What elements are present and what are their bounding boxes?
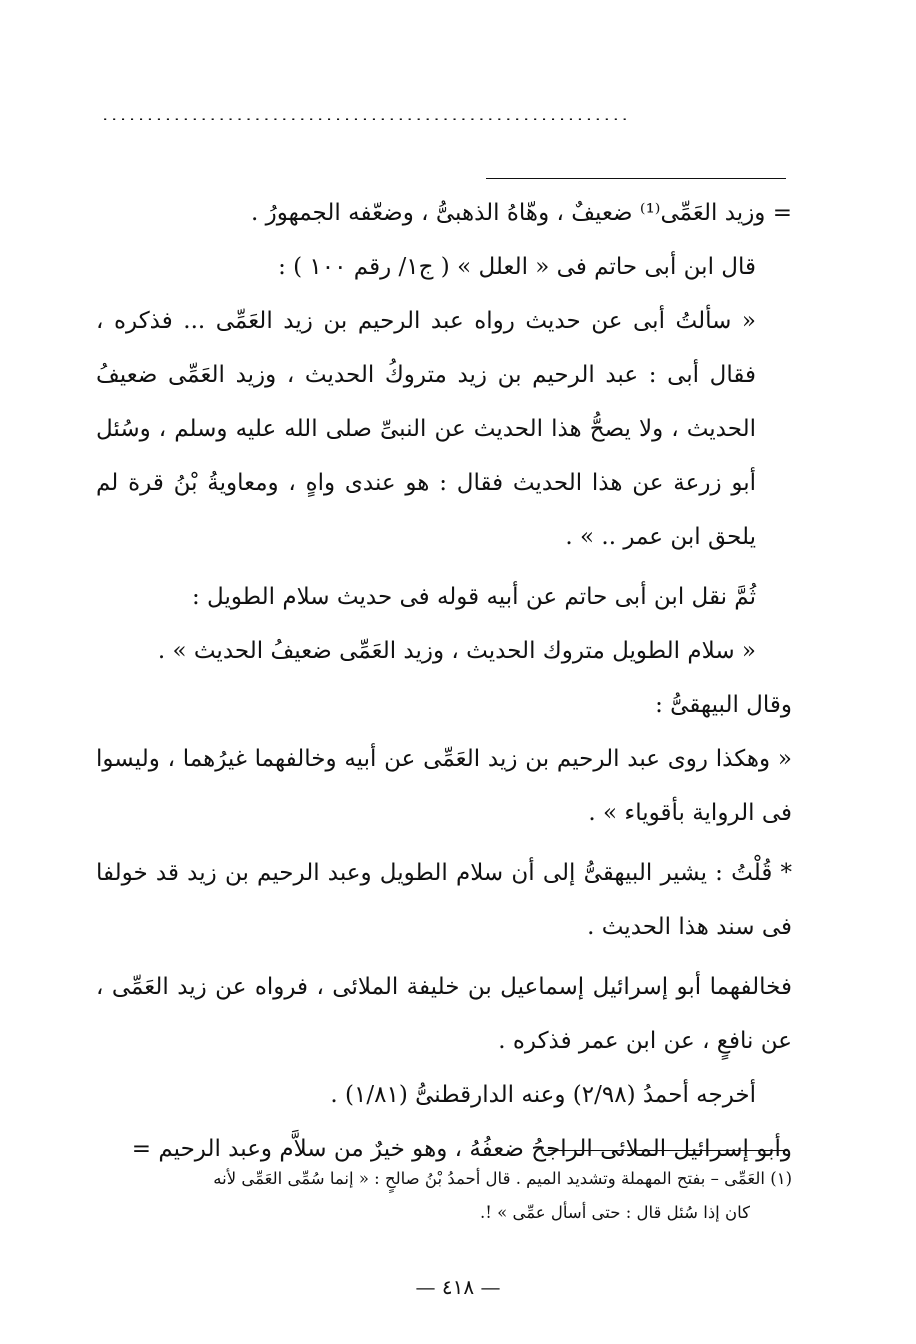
text-paragraph: فخالفهما أبو إسرائيل إسماعيل بن خليفة الملائى ، فرواه عن زيد العَمِّى ، عن نافعٍ ، عن ابن عمر فذكره . [96, 974, 792, 1054]
footnote-line: (١) العَمِّى – بفتح المهملة وتشديد الميم . قال أحمدُ بْنُ صالحٍ : « إنما سُمِّى العَمِّى لأنه [213, 1169, 792, 1188]
text-paragraph: ثُمَّ نقل ابن أبى حاتم عن أبيه قوله فى حديث سلام الطويل : [192, 584, 756, 610]
text-paragraph: « وهكذا روى عبد الرحيم بن زيد العَمِّى عن أبيه وخالفهما غيرُهما ، وليسوا فى الرواية بأقوياء » . [96, 746, 792, 826]
continuation-rule [486, 178, 786, 179]
text-paragraph: وأبو إسرائيل الملائى الراجحُ ضعفُهُ ، وهو خيرٌ من سلاَّم وعبد الرحيم = [131, 1136, 792, 1162]
text-paragraph: * قُلْتُ : يشير البيهقىُّ إلى أن سلام الطويل وعبد الرحيم بن زيد قد خولفا فى سند هذا الحديث . [96, 860, 792, 940]
text-paragraph: « سلام الطويل متروك الحديث ، وزيد العَمِّى ضعيفُ الحديث » . [157, 638, 756, 664]
dotted-separator: ........................................................... [102, 108, 631, 120]
text-paragraph: « سألتُ أبى عن حديث رواه عبد الرحيم بن زيد العَمِّى ... فذكره ، فقال أبى : عبد الرحيم بن زيد متروكُ الحديث ، وزيد العَمِّى ضعيفُ الحديث ، ولا يصحُّ هذا الحديث عن النبىِّ صلى الله عليه وسلم ، وسُئل أبو زرعة عن هذا الحديث فقال : هو عندى واهٍ ، ومعاويةُ بْنُ قرة لم يلحق ابن عمر .. » . [96, 308, 756, 550]
page-number: — ٤١٨ — [415, 1275, 501, 1299]
main-text [96, 186, 792, 1176]
text-paragraph: قال ابن أبى حاتم فى « العلل » ( ج١/ رقم ١٠٠ ) : [278, 254, 756, 280]
text-paragraph: وقال البيهقىُّ : [655, 692, 792, 718]
text-paragraph: أخرجه أحمدُ (٢/٩٨) وعنه الدارقطنىُّ (١/٨١) . [330, 1082, 756, 1108]
footnote-line: كان إذا سُئل قال : حتى أسأل عمِّى » !. [480, 1203, 750, 1222]
footnote-rule [548, 1150, 788, 1151]
text-paragraph: = وزيد العَمِّى⁽¹⁾ ضعيفٌ ، وهّاهُ الذهبىُّ ، وضعّفه الجمهورُ . [251, 200, 792, 226]
footnote [96, 1162, 792, 1230]
